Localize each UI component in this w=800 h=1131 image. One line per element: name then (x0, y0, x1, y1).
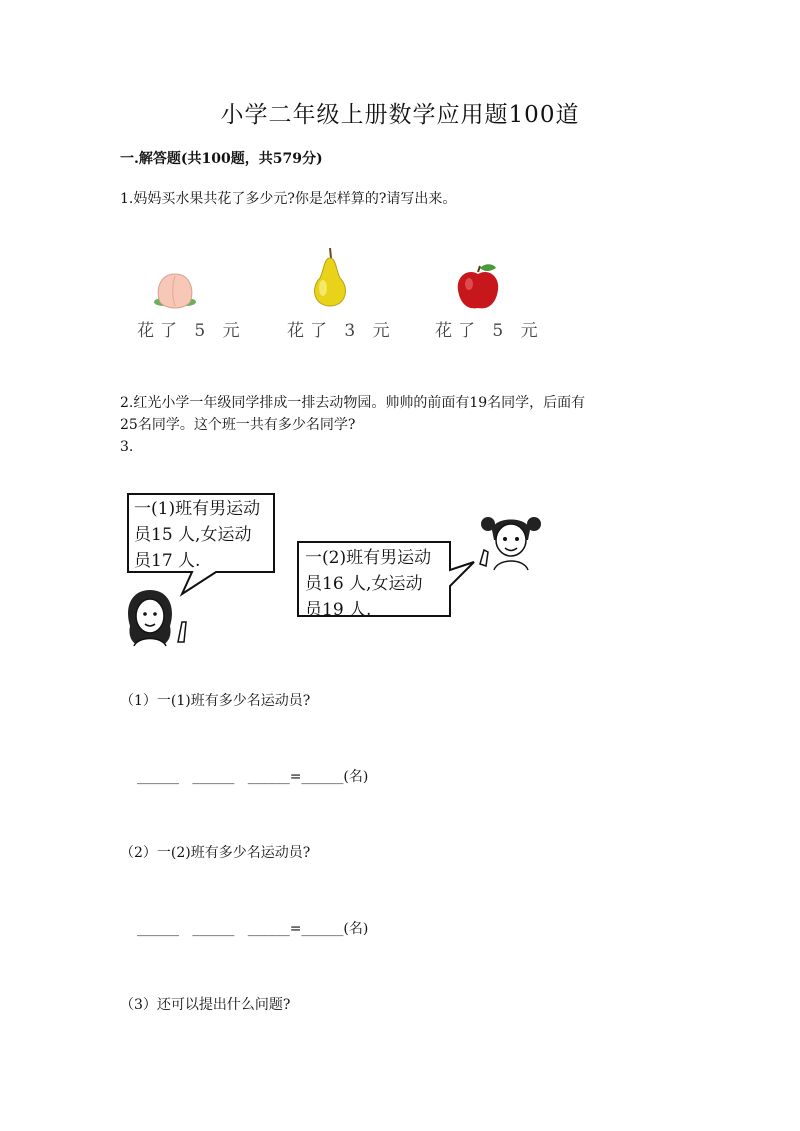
question-2-line-2: 25名同学。这个班一共有多少名同学? (120, 417, 356, 433)
girl-right-icon (474, 510, 548, 572)
question-2-line-1: 2.红光小学一年级同学排成一排去动物园。帅帅的前面有19名同学，后面有 (120, 395, 586, 411)
girl-left-icon (120, 586, 200, 648)
apple-icon (454, 262, 502, 316)
peach-price-label: 花了 5 元 (137, 321, 246, 341)
sub-question-2: （2）一(2)班有多少名运动员? (120, 845, 311, 861)
pear-price-label: 花了 3 元 (287, 321, 396, 341)
page-title: 小学二年级上册数学应用题100道 (220, 102, 580, 128)
bubble-left-line-1: 一(1)班有男运动 (134, 499, 261, 519)
question-1-text: 1.妈妈买水果共花了多少元?你是怎样算的?请写出来。 (120, 191, 457, 207)
sub-question-1-answer-blanks[interactable]: ______ ______ ______=______(名) (137, 769, 369, 785)
sub-question-2-answer-blanks[interactable]: ______ ______ ______=______(名) (137, 921, 369, 937)
sub-question-1: （1）一(1)班有多少名运动员? (120, 693, 311, 709)
sub-question-3: （3）还可以提出什么问题? (120, 997, 291, 1013)
bubble-right-line-2: 员16 人,女运动 (305, 574, 423, 594)
question-3-number: 3. (120, 439, 134, 455)
peach-icon (150, 268, 200, 317)
bubble-right-line-1: 一(2)班有男运动 (305, 548, 432, 568)
bubble-right (305, 545, 431, 623)
apple-price-label: 花了 5 元 (435, 321, 544, 341)
bubble-left (134, 496, 260, 574)
bubble-left-line-2: 员15 人,女运动 (134, 525, 252, 545)
bubble-left-line-3: 员17 人. (134, 551, 201, 571)
bubble-right-line-3: 员19 人. (305, 600, 372, 620)
pear-icon (306, 246, 354, 314)
section-heading: 一.解答题(共100题，共579分) (120, 151, 323, 167)
